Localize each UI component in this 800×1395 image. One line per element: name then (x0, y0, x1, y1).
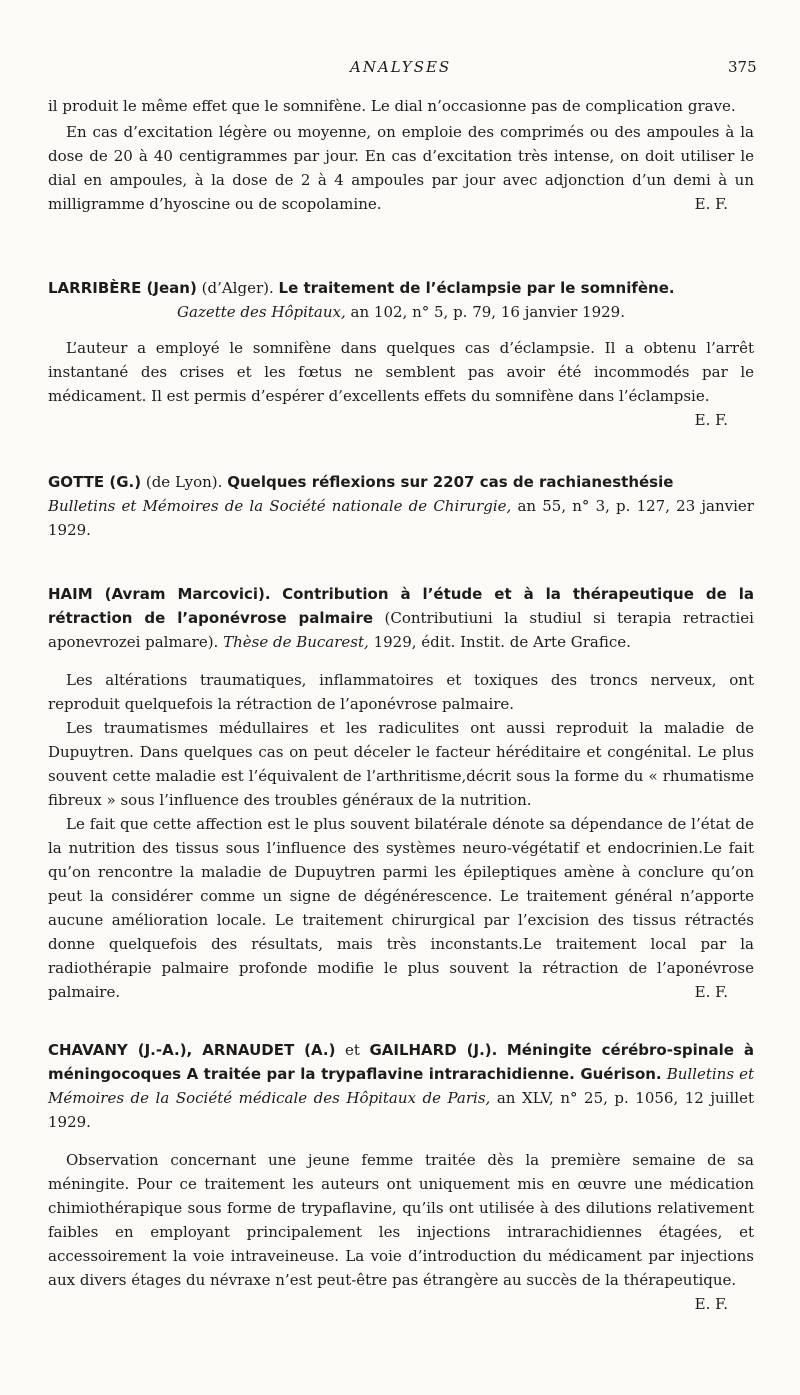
entry-gotte (48, 470, 754, 542)
abstract-text: Le fait que cette affection est le plus souvent bilatérale dénote sa dépendance de l’état de la nutrition des tissus sous l’influence des systèmes neuro-végétatif et endocrinien.Le fait qu’on rencontre la maladie de Dupuytren parmi les épileptiques amène à conclure qu’on peut la considérer comme un signe de dégénérescence. Le traitement général n’apporte aucune amélioration locale. Le traitement chirurgical par l’excision des tissus rétractés donne quelquefois des résultats, mais très inconstants.Le traitement local par la radiothérapie palmaire profonde modifie le plus souvent la rétraction de l’aponévrose palmaire. (48, 815, 754, 1001)
entry-heading (48, 582, 754, 654)
abstract-paragraph (48, 1148, 754, 1313)
author-origin: (de Lyon). (145, 473, 223, 491)
page-number: 375 (728, 58, 757, 76)
running-title: ANALYSES (350, 58, 452, 76)
reference-details: an 55, n° 3, p. 127, 23 janvier 1929. (48, 497, 754, 539)
reference-details: an XLV, n° 25, p. 1056, 12 juillet 1929. (48, 1089, 754, 1131)
journal-name: Thèse de Bucarest, (223, 633, 369, 651)
abstract-paragraph: Les traumatismes médullaires et les radiculites ont aussi reproduit la maladie de Dupuytren. Dans quelques cas on peut déceler le facteur héréditaire et congénital. Le plus souvent cette maladie est l’équivalent de l’arthritisme,décrit sous la forme du « rhumatisme fibreux » sous l’influence des troubles généraux de la nutrition. (48, 719, 754, 809)
signature: E. F. (694, 195, 728, 213)
author-name: GOTTE (G.) (48, 473, 142, 491)
entry-larribere (48, 276, 754, 432)
article-title: Contribution à l’étude et à la thérapeutique de la rétraction de l’aponévrose palmaire (48, 585, 754, 627)
entry-heading (48, 276, 754, 300)
entry-haim (48, 582, 754, 1004)
author-name: LARRIBÈRE (Jean) (48, 279, 197, 297)
author-name: HAIM (Avram Marcovici). (48, 585, 271, 603)
abstract-text: L’auteur a employé le somnifène dans quelques cas d’éclampsie. Il a obtenu l’arrêt instantané des crises et les fœtus ne semblent pas avoir été incommodés par le médicament. Il est permis d’espérer d’excellents effets du somnifène dans l’éclampsie. (48, 339, 754, 405)
journal-name: Bulletins et Mémoires de la Société médicale des Hôpitaux de Paris, (48, 1065, 754, 1107)
article-title: Le traitement de l’éclampsie par le somnifène. (278, 279, 675, 297)
signature: E. F. (694, 411, 728, 429)
reference-details: an 102, n° 5, p. 79, 16 janvier 1929. (350, 303, 625, 321)
journal-reference (48, 494, 754, 542)
article-subtitle: (Contributiuni la studiul si terapia retractiei aponevrozei palmare). (48, 609, 754, 651)
article-title: Quelques réflexions sur 2207 cas de rachianesthésie (227, 473, 674, 491)
intro-continuation: il produit le même effet que le somnifène. Le dial n’occasionne pas de complication grave. (48, 97, 736, 115)
abstract-text: Observation concernant une jeune femme traitée dès la première semaine de sa méningite. Pour ce traitement les auteurs ont uniquement mis en œuvre une médication chimiothérapique sous forme de trypaflavine, qu’ils ont utilisée à des dilutions relativement faibles en employant principalement les injections intrarachidiennes étagées, et accessoirement la voie intraveineuse. La voie d’introduction du médicament par injections aux divers étages du névraxe n’est peut-être pas étrangère au succès de la thérapeutique. (48, 1151, 754, 1289)
journal-name: Bulletins et Mémoires de la Société nationale de Chirurgie, (48, 497, 512, 515)
abstract-paragraph: Les altérations traumatiques, inflammatoires et toxiques des troncs nerveux, ont reproduit quelquefois la rétraction de l’aponévrose palmaire. (48, 671, 754, 713)
entry-heading (48, 470, 754, 494)
author-name: GAILHARD (J.). (369, 1041, 498, 1059)
article-title: Méningite cérébro-spinale à méningocoques A traitée par la trypaflavine intrarachidienne. Guérison. (48, 1041, 754, 1083)
entry-chavany (48, 1038, 754, 1316)
signature: E. F. (694, 983, 728, 1001)
journal-name: Gazette des Hôpitaux, (177, 303, 346, 321)
signature: E. F. (694, 1295, 728, 1313)
intro-section (48, 94, 754, 216)
reference-details: 1929, édit. Instit. de Arte Grafice. (373, 633, 631, 651)
journal-reference (48, 300, 754, 324)
author-names: CHAVANY (J.-A.), ARNAUDET (A.) (48, 1041, 336, 1059)
intro-paragraph-text: En cas d’excitation légère ou moyenne, on emploie des comprimés ou des ampoules à la dose de 20 à 40 centigrammes par jour. En cas d’excitation très intense, on doit utiliser le dial en ampoules, à la dose de 2 à 4 ampoules par jour avec adjonction d’un demi à un milligramme d’hyoscine ou de scopolamine. (48, 123, 754, 213)
entry-heading (48, 1038, 754, 1134)
page-header (0, 58, 800, 86)
abstract-paragraph (48, 812, 754, 1004)
author-origin: (d’Alger). (201, 279, 274, 297)
author-conjunction: et (345, 1041, 360, 1059)
intro-paragraph (48, 120, 754, 216)
